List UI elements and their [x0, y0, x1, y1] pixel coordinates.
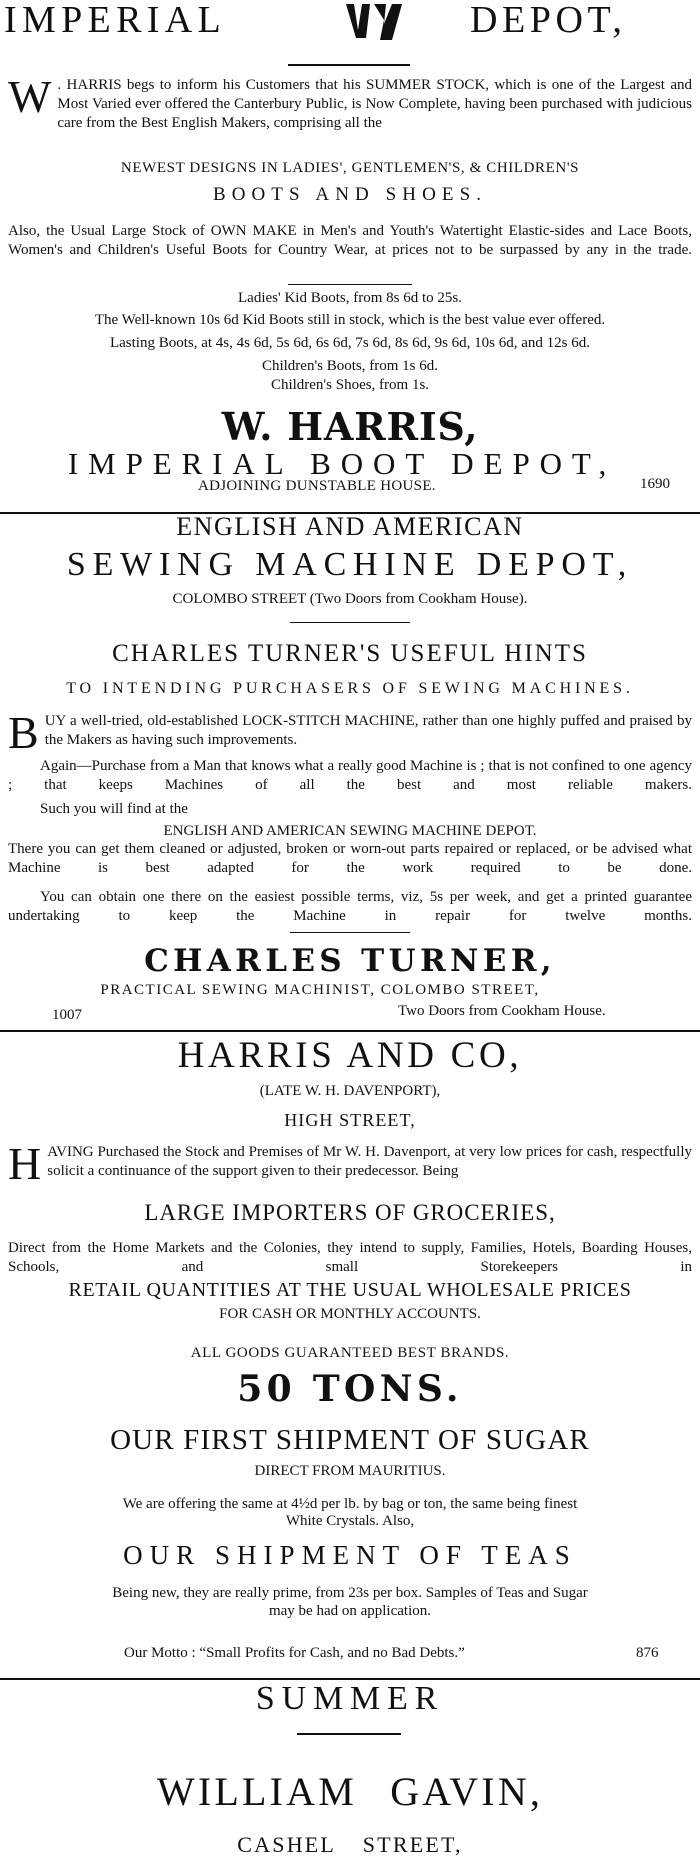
column-rule — [0, 1030, 700, 1032]
intro-paragraph — [8, 71, 692, 133]
being-line-1: Being new, they are really prime, from 23s per box. Samples of Teas and Sugar — [112, 1585, 588, 1601]
divider — [288, 284, 412, 285]
harris-name: HARRIS AND CO, — [177, 1035, 523, 1076]
such-line: Such you will find at the — [40, 801, 188, 817]
sewing-line-1: ENGLISH AND AMERICAN — [176, 512, 524, 541]
depot-name: IMPERIAL BOOT DEPOT, — [67, 446, 617, 481]
direct-mauritius: DIRECT FROM MAURITIUS. — [254, 1463, 446, 1479]
fifty-tons: 50 TONS. — [237, 1368, 463, 1410]
masthead-left: IMPERIAL — [4, 0, 227, 41]
there-paragraph: There you can get them cleaned or adjusted, broken or worn-out parts repaired or replaced, or be advised what Machine is best adapted for the work required to be done. — [8, 841, 692, 876]
ad-ref: 876 — [636, 1645, 659, 1661]
retail-quantities: RETAIL QUANTITIES AT THE USUAL WHOLESALE PRICES — [68, 1279, 632, 1301]
price-line-3: Lasting Boots, at 4s, 4s 6d, 5s 6d, 6s 6d, 7s 6d, 8s 6d, 9s 6d, 10s 6d, and 12s 6d. — [109, 335, 591, 351]
having-text: AVING Purchased the Stock and Premises of Mr W. H. Davenport, at very low prices for cash, respectfully solicit a continuance of the support given to their predecessor. Being — [47, 1144, 692, 1179]
guaranteed: ALL GOODS GUARANTEED BEST BRANDS. — [190, 1345, 510, 1361]
summer-heading: SUMMER — [255, 1680, 445, 1717]
price-line-1: Ladies' Kid Boots, from 8s 6d to 25s. — [238, 290, 462, 306]
buy-text: UY a well-tried, old-established LOCK-STITCH MACHINE, rather than one highly puffed and praised by the Makers as having such improvements. — [44, 713, 692, 748]
motto: Our Motto : “Small Profits for Cash, and no Bad Debts.” — [124, 1645, 465, 1661]
intending-purchasers: TO INTENDING PURCHASERS OF SEWING MACHINES. — [66, 680, 634, 697]
offering-line-2: White Crystals. Also, — [285, 1513, 415, 1529]
having-paragraph — [8, 1138, 692, 1189]
masthead-right: DEPOT, — [470, 0, 627, 41]
divider — [288, 64, 410, 66]
buy-paragraph — [8, 707, 692, 758]
again-paragraph: Again—Purchase from a Man that knows what a really good Machine is ; that is not confined to one agency ; that keeps Machines of all the best and most reliable makers. — [8, 758, 692, 793]
divider — [290, 622, 410, 623]
divider — [290, 932, 410, 933]
cash-accounts: FOR CASH OR MONTHLY ACCOUNTS. — [219, 1306, 481, 1322]
depot-name-line: ENGLISH AND AMERICAN SEWING MACHINE DEPOT. — [163, 823, 537, 839]
ornament-icon — [340, 0, 410, 44]
drop-cap: W — [8, 71, 52, 122]
gavin-name: WILLIAM GAVIN, — [156, 1769, 544, 1814]
price-line-4: Children's Boots, from 1s 6d. — [261, 358, 439, 374]
obtain-paragraph: You can obtain one there on the easiest possible terms, viz, 5s per week, and get a printed guarantee undertaking to keep the Machine in repair for twelve months. — [8, 889, 692, 924]
practical-machinist: PRACTICAL SEWING MACHINIST, COLOMBO STREET, — [100, 982, 540, 998]
own-make-paragraph: Also, the Usual Large Stock of OWN MAKE in Men's and Youth's Watertight Elastic-sides and Lace Boots, Women's and Children's Useful Boots for Country Wear, at prices not to be surpassed by any in the trade. — [8, 223, 692, 258]
adjoining: ADJOINING DUNSTABLE HOUSE. — [198, 478, 436, 494]
boots-and-shoes: BOOTS AND SHOES. — [212, 184, 488, 205]
useful-hints: CHARLES TURNER'S USEFUL HINTS — [112, 640, 588, 667]
sewing-line-2: SEWING MACHINE DEPOT, — [66, 546, 634, 583]
divider — [297, 1733, 401, 1735]
price-line-5: Children's Shoes, from 1s. — [270, 377, 430, 393]
two-doors: Two Doors from Cookham House. — [398, 1003, 606, 1019]
large-importers: LARGE IMPORTERS OF GROCERIES, — [144, 1200, 556, 1225]
intro-text: . HARRIS begs to inform his Customers that his SUMMER STOCK, which is one of the Largest and Most Varied ever offered the Canterbury Public, is Now Complete, having been purchased with judicious care from the Best English Makers, comprising all the — [57, 77, 692, 131]
price-line-2: The Well-known 10s 6d Kid Boots still in stock, which is the best value ever offered. — [94, 312, 606, 328]
merchant-name: W. HARRIS, — [221, 404, 479, 449]
cashel-street: CASHEL STREET, — [237, 1832, 463, 1857]
newest-designs: NEWEST DESIGNS IN LADIES', GENTLEMEN'S, & CHILDREN'S — [120, 160, 580, 176]
drop-cap: H — [8, 1138, 42, 1189]
late-davenport: (LATE W. H. DAVENPORT), — [259, 1083, 441, 1099]
direct-paragraph: Direct from the Home Markets and the Colonies, they intend to supply, Families, Hotels, Boarding Houses, Schools, and small Storekeepers in — [8, 1240, 692, 1275]
being-line-2: may be had on application. — [268, 1603, 432, 1619]
first-shipment-sugar: OUR FIRST SHIPMENT OF SUGAR — [110, 1424, 590, 1456]
sewing-address: COLOMBO STREET (Two Doors from Cookham House). — [172, 591, 528, 607]
ad-ref: 1690 — [640, 476, 670, 492]
offering-line-1: We are offering the same at 4½d per lb. by bag or ton, the same being finest — [122, 1496, 578, 1512]
turner-name: CHARLES TURNER, — [144, 943, 556, 979]
ad-ref: 1007 — [52, 1007, 82, 1023]
drop-cap: B — [8, 707, 39, 758]
high-street: HIGH STREET, — [284, 1110, 416, 1130]
shipment-teas: OUR SHIPMENT OF TEAS — [123, 1540, 577, 1570]
